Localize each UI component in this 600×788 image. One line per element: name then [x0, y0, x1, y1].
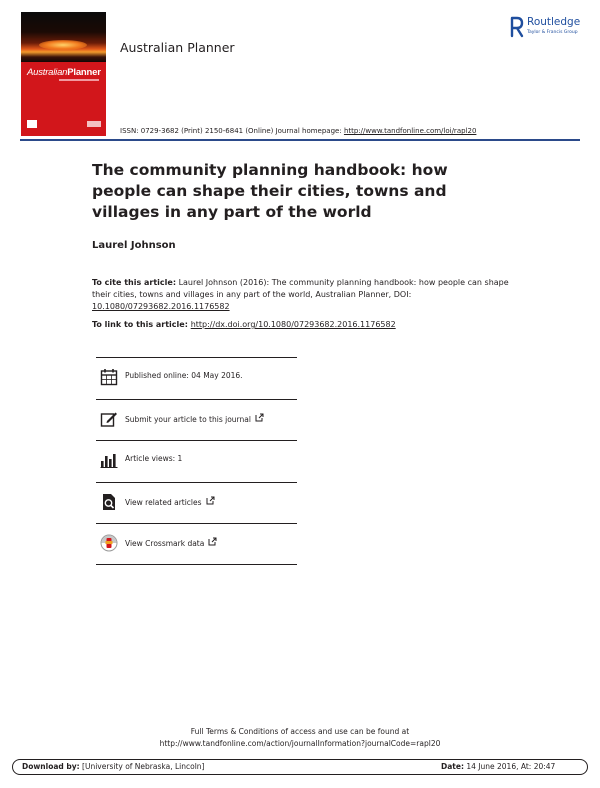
submit-article-row[interactable] [96, 399, 297, 441]
bar-chart-icon [100, 451, 118, 469]
published-date: Published online: 04 May 2016. [125, 371, 243, 380]
article-link-line [92, 320, 396, 329]
cite-doi-link[interactable]: 10.1080/07293682.2016.1176582 [92, 302, 230, 311]
crossmark-link[interactable] [125, 537, 217, 548]
external-link-icon [206, 496, 215, 505]
submit-article-link[interactable] [125, 413, 264, 424]
submit-article-label: Submit your article to this journal [125, 415, 251, 424]
journal-homepage-link[interactable]: http://www.tandfonline.com/loi/rapl20 [343, 127, 477, 135]
cover-title [27, 67, 106, 78]
cite-label: To cite this article: [92, 278, 177, 287]
related-articles-row[interactable] [96, 482, 297, 524]
calendar-icon [100, 368, 118, 386]
cover-photo [21, 12, 106, 62]
download-by [22, 762, 204, 771]
journal-cover-image [21, 12, 106, 136]
article-doi-link[interactable]: http://dx.doi.org/10.1080/07293682.2016.1176582 [190, 320, 396, 329]
published-row [96, 357, 297, 399]
date-value: 14 June 2016, At: 20:47 [463, 762, 556, 771]
routledge-logo-icon [510, 16, 524, 38]
terms-link[interactable]: http://www.tandfonline.com/action/journalInformation?journalCode=rapl20 [159, 739, 441, 748]
related-articles-icon [100, 493, 118, 511]
related-articles-label: View related articles [125, 498, 202, 507]
external-link-icon [208, 537, 217, 546]
terms-line: Full Terms & Conditions of access and use can be found at [190, 727, 410, 736]
issn-text: ISSN: 0729-3682 (Print) 2150-6841 (Online) Journal homepage: [120, 127, 344, 135]
download-label: Download by: [22, 762, 80, 771]
cover-logo-left [27, 120, 37, 128]
crossmark-label: View Crossmark data [125, 539, 205, 548]
issn-line [120, 127, 476, 135]
link-label: To link to this article: [92, 320, 191, 329]
publisher-name: Routledge [527, 16, 581, 28]
article-views-row [96, 440, 297, 482]
cover-title-part2: Planner [67, 67, 101, 78]
date-label: Date: [441, 762, 464, 771]
edit-icon [100, 410, 118, 428]
article-title: The community planning handbook: how people can shape their cities, towns and villages in any part of the world [92, 161, 448, 221]
article-views-count: Article views: 1 [125, 454, 183, 463]
crossmark-row[interactable] [96, 523, 297, 565]
external-link-icon [255, 413, 264, 422]
header-divider [20, 139, 580, 141]
cover-title-part1: Australian [27, 67, 68, 78]
publisher-tagline: Taylor & Francis Group [527, 30, 578, 35]
article-author: Laurel Johnson [92, 240, 176, 251]
cover-subtitle-bar [59, 79, 99, 81]
cover-logo-right [87, 121, 101, 127]
download-date [441, 762, 555, 771]
cite-text: Laurel Johnson (2016): The community planning handbook: how people can shape their cities, towns and villages in any part of the world, Australian Planner, DOI: [92, 278, 509, 299]
download-institution: [University of Nebraska, Lincoln] [79, 762, 205, 771]
crossmark-icon [100, 534, 118, 552]
related-articles-link[interactable] [125, 496, 215, 507]
cover-photo-glow [39, 40, 87, 50]
citation-block [92, 277, 512, 313]
info-divider [96, 564, 297, 565]
journal-name: Australian Planner [120, 40, 235, 55]
